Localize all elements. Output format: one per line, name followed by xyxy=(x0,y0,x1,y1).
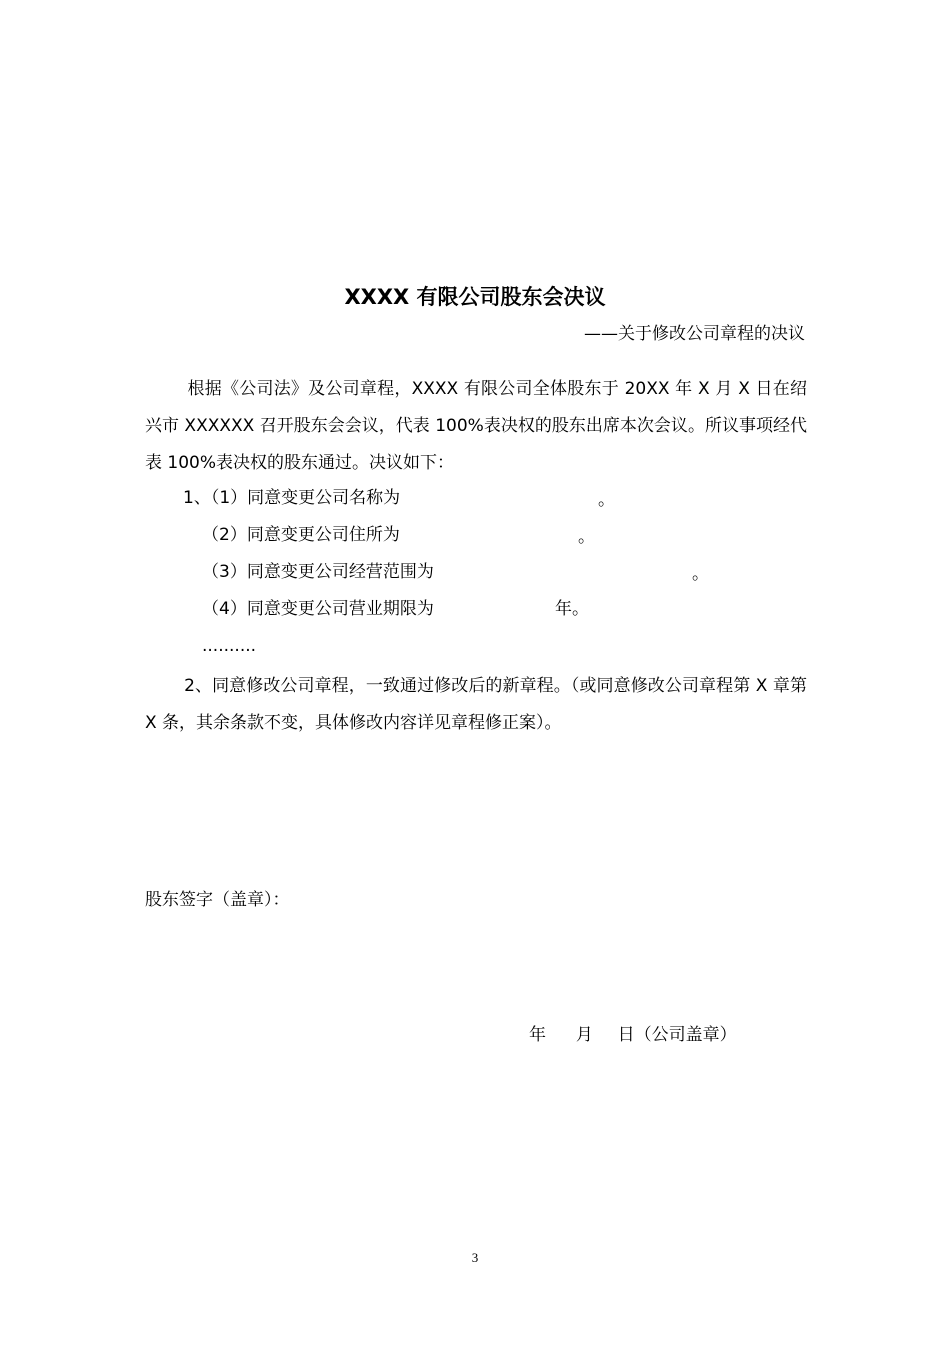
resolution-2-paragraph: 2、同意修改公司章程，一致通过修改后的新章程。（或同意修改公司章程第 X 章第 X 条，其余条款不变，具体修改内容详见章程修正案）。 xyxy=(145,676,807,733)
resolution-item-4-text: （4）同意变更公司营业期限为 xyxy=(202,599,434,619)
resolution-item-4-end: 年。 xyxy=(555,599,589,619)
page-number: 3 xyxy=(471,1250,479,1265)
resolution-item-1-end: 。 xyxy=(598,490,615,510)
resolution-item-4 xyxy=(202,597,434,621)
date-day-seal: 日（公司盖章） xyxy=(617,1025,737,1045)
resolution-item-2 xyxy=(202,523,400,547)
resolution-item-1 xyxy=(183,486,400,510)
shareholder-signature-label: 股东签字（盖章）： xyxy=(145,890,290,910)
document-subtitle: ——关于修改公司章程的决议 xyxy=(584,324,805,344)
date-line xyxy=(529,1023,737,1047)
resolution-item-3 xyxy=(202,560,434,584)
resolution-item-2-end: 。 xyxy=(578,527,595,547)
date-month: 月 xyxy=(575,1025,593,1045)
resolution-item-2-text: （2）同意变更公司住所为 xyxy=(202,525,400,545)
intro-paragraph: 根据《公司法》及公司章程，XXXX 有限公司全体股东于 20XX 年 X 月 X 日在绍兴市 XXXXXX 召开股东会会议，代表 100%表决权的股东出席本次会议。所议事项经代表 100%表决权的股东通过。决议如下： xyxy=(145,379,807,473)
ellipsis: .......... xyxy=(202,636,257,656)
date-year: 年 xyxy=(529,1025,546,1045)
resolution-item-1-text: 1、（1）同意变更公司名称为 xyxy=(183,488,401,508)
resolution-item-3-text: （3）同意变更公司经营范围为 xyxy=(202,562,434,582)
document-title: XXXX 有限公司股东会决议 xyxy=(344,285,606,309)
resolution-item-3-end: 。 xyxy=(692,564,709,584)
